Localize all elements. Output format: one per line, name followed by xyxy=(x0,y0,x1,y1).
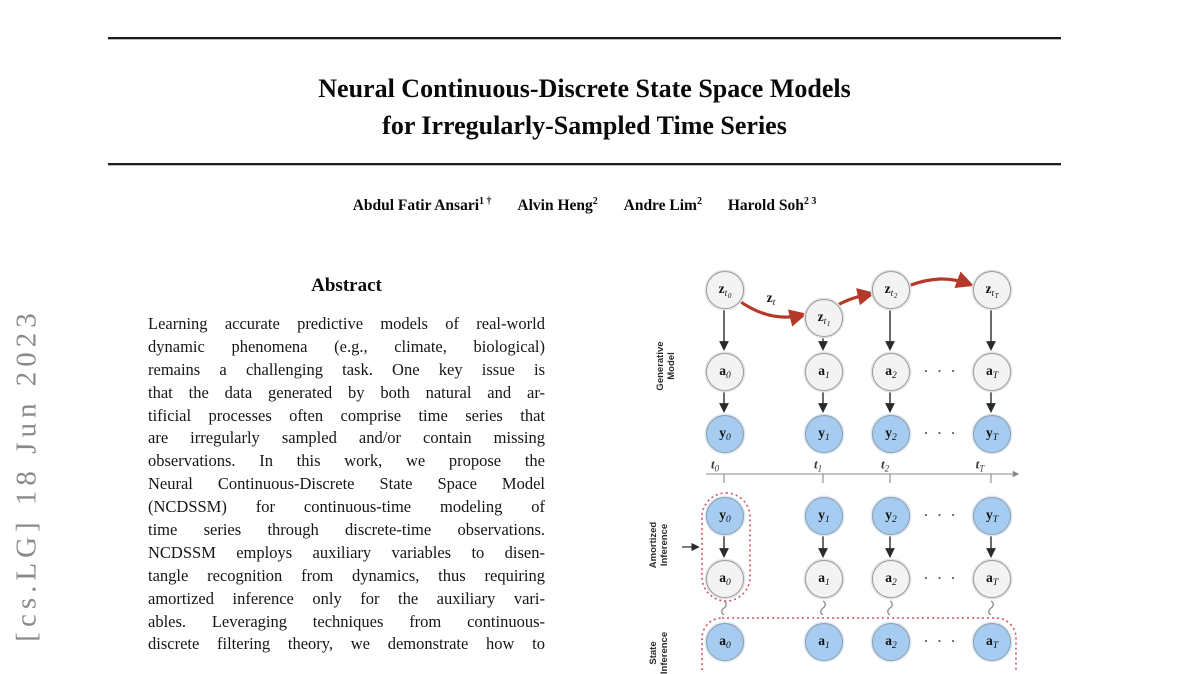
abstract-line: discrete filtering theory, we demonstrate how to xyxy=(148,634,545,654)
node-a1-state xyxy=(805,623,843,661)
generative-model-label-line1: Generative xyxy=(655,341,666,391)
time-label-t1 xyxy=(814,457,822,474)
title-bottom-rule xyxy=(108,163,1061,165)
node-y2-inf xyxy=(872,497,910,535)
transition-symbol: z xyxy=(766,290,773,305)
node-a0-inf xyxy=(706,560,744,598)
node-symbol: a xyxy=(719,633,726,648)
node-aT-state xyxy=(973,623,1011,661)
author xyxy=(728,197,816,214)
node-symbol: z xyxy=(884,280,891,296)
node-sub: T xyxy=(992,578,999,588)
node-sub: t xyxy=(724,288,728,299)
node-symbol: y xyxy=(818,425,825,440)
author-name: Alvin Heng xyxy=(517,197,593,214)
node-sub: t xyxy=(823,316,827,327)
node-z-t0 xyxy=(706,271,744,309)
ellipsis: · · · xyxy=(923,425,959,440)
abstract-line: amortized inference only for the auxiliary vari- xyxy=(148,588,545,608)
author-affiliation-sup: 2 xyxy=(696,196,702,207)
node-symbol: a xyxy=(985,363,993,378)
author-name: Abdul Fatir Ansari xyxy=(352,197,480,214)
time-sub: 1 xyxy=(817,463,823,474)
time-axis xyxy=(706,474,1018,483)
node-a1-inf xyxy=(805,560,843,598)
node-sub: T xyxy=(992,371,999,381)
node-sub: 0 xyxy=(726,641,731,651)
node-sub: T xyxy=(992,515,999,525)
node-y0-gen xyxy=(706,415,744,453)
amortized-inference-label-line2: Inference xyxy=(659,523,670,567)
author-name: Harold Soh xyxy=(727,197,804,214)
node-symbol: y xyxy=(885,425,892,440)
node-subsub: T xyxy=(994,291,999,300)
ellipsis: · · · xyxy=(923,507,959,522)
node-symbol: a xyxy=(818,363,825,378)
state-inference-label-line2: Inference xyxy=(659,631,670,674)
transition-subscript: t xyxy=(772,298,776,308)
node-sub: T xyxy=(992,433,999,443)
abstract-line: NCDSSM employs auxiliary variables to disen- xyxy=(148,542,545,562)
author xyxy=(517,197,597,214)
abstract-line: dynamic phenomena (e.g., climate, biological) xyxy=(148,336,545,356)
abstract-line: Neural Continuous-Discrete State Space Model xyxy=(148,474,545,494)
node-subsub: 2 xyxy=(893,291,898,300)
node-sub: 2 xyxy=(892,371,897,381)
abstract-line: observations. In this work, we propose the xyxy=(148,451,545,471)
generative-model-label-line2: Model xyxy=(666,352,677,380)
abstract-line: are irregularly sampled and/or contain missing xyxy=(148,428,545,448)
amortized-inference-label xyxy=(648,522,670,568)
state-dashed-box xyxy=(702,618,1016,670)
node-symbol: z xyxy=(985,280,992,296)
node-symbol: a xyxy=(985,570,993,585)
generative-model-label xyxy=(655,341,677,390)
time-label-t0 xyxy=(711,457,719,474)
top-rule xyxy=(108,37,1061,39)
node-a2-inf xyxy=(872,560,910,598)
node-sub: 0 xyxy=(726,578,731,588)
node-sub: 1 xyxy=(825,433,830,443)
node-y0-inf xyxy=(706,497,744,535)
amortized-inference-label-line1: Amortized xyxy=(648,521,659,569)
node-symbol: a xyxy=(885,363,892,378)
abstract-line: tificial processes often comprise time series that xyxy=(148,405,545,425)
node-a2-state xyxy=(872,623,910,661)
node-symbol: y xyxy=(985,507,993,522)
node-sub: 1 xyxy=(825,371,830,381)
node-symbol: a xyxy=(885,570,892,585)
node-sub: 0 xyxy=(726,371,731,381)
node-aT-gen xyxy=(973,353,1011,391)
node-sub: 0 xyxy=(726,515,731,525)
ellipsis: · · · xyxy=(923,363,959,378)
figure-graphical-model xyxy=(640,250,1060,674)
author-affiliation-sup: 2 xyxy=(592,196,598,207)
abstract-text xyxy=(148,313,545,656)
arxiv-stamp: [cs.LG] 18 Jun 2023 xyxy=(10,308,43,642)
author-affiliation-sup: 2 3 xyxy=(803,196,817,207)
abstract-line: that the data generated by both natural and ar- xyxy=(148,382,545,402)
ellipsis: · · · xyxy=(923,633,959,648)
state-inference-label-line1: State xyxy=(648,641,659,665)
node-sub: 0 xyxy=(726,433,731,443)
time-label-t2 xyxy=(881,457,889,474)
time-sub: 0 xyxy=(714,463,720,474)
node-symbol: a xyxy=(818,570,825,585)
abstract-heading: Abstract xyxy=(311,275,382,296)
author-affiliation-sup: 1 † xyxy=(479,196,492,207)
node-symbol: z xyxy=(718,280,725,296)
abstract-line: (NCDSSM) for continuous-time modeling of xyxy=(148,497,545,517)
time-label-tT xyxy=(976,457,985,474)
author-line xyxy=(108,196,1061,215)
paper-title-line1: Neural Continuous-Discrete State Space Models xyxy=(318,74,851,103)
node-symbol: a xyxy=(719,570,726,585)
inference-arrows xyxy=(724,533,991,556)
node-symbol: y xyxy=(818,507,825,522)
node-z-tT xyxy=(973,271,1011,309)
author-name: Andre Lim xyxy=(623,197,697,214)
node-z-t2 xyxy=(872,271,910,309)
node-symbol: a xyxy=(885,633,892,648)
node-z-t1 xyxy=(805,299,843,337)
time-symbol: t xyxy=(975,456,980,472)
node-y1-inf xyxy=(805,497,843,535)
time-sub: T xyxy=(979,463,985,474)
transition-function-label xyxy=(767,290,776,308)
node-sub: 1 xyxy=(825,515,830,525)
paper-title-line2: for Irregularly-Sampled Time Series xyxy=(382,111,787,140)
figure-edges xyxy=(640,250,1060,670)
squiggle-connectors xyxy=(722,601,994,615)
node-subsub: 0 xyxy=(727,291,732,300)
node-symbol: a xyxy=(719,363,726,378)
node-a1-gen xyxy=(805,353,843,391)
node-symbol: a xyxy=(818,633,825,648)
node-sub: t xyxy=(991,288,995,299)
node-sub: 2 xyxy=(892,641,897,651)
node-a0-gen xyxy=(706,353,744,391)
node-sub: 2 xyxy=(892,515,897,525)
state-inference-label xyxy=(648,632,670,674)
author xyxy=(624,197,702,214)
time-symbol: t xyxy=(710,456,715,472)
abstract-line: tangle recognition from dynamics, thus requiring xyxy=(148,565,545,585)
node-yT-gen xyxy=(973,415,1011,453)
node-symbol: y xyxy=(719,507,726,522)
abstract-line: remains a challenging task. One key issue is xyxy=(148,359,545,379)
time-symbol: t xyxy=(813,456,818,472)
node-a0-state xyxy=(706,623,744,661)
node-sub: 2 xyxy=(892,578,897,588)
node-sub: 1 xyxy=(825,641,830,651)
node-symbol: y xyxy=(985,425,993,440)
paper-title xyxy=(108,70,1061,144)
node-y2-gen xyxy=(872,415,910,453)
ellipsis: · · · xyxy=(923,570,959,585)
time-symbol: t xyxy=(880,456,885,472)
node-symbol: y xyxy=(719,425,726,440)
node-symbol: z xyxy=(817,308,824,324)
node-symbol: a xyxy=(985,633,993,648)
node-a2-gen xyxy=(872,353,910,391)
node-y1-gen xyxy=(805,415,843,453)
node-sub: 1 xyxy=(825,578,830,588)
node-sub: t xyxy=(890,288,894,299)
abstract-line: time series through discrete-time observations. xyxy=(148,520,545,540)
node-symbol: y xyxy=(885,507,892,522)
time-sub: 2 xyxy=(884,463,890,474)
node-sub: T xyxy=(992,641,999,651)
node-sub: 2 xyxy=(892,433,897,443)
abstract-line: Learning accurate predictive models of real-world xyxy=(148,314,545,333)
author xyxy=(353,197,492,214)
abstract-line: ables. Leveraging techniques from continuous- xyxy=(148,611,545,631)
node-yT-inf xyxy=(973,497,1011,535)
generative-arrows xyxy=(724,307,991,411)
node-subsub: 1 xyxy=(826,319,831,328)
node-aT-inf xyxy=(973,560,1011,598)
